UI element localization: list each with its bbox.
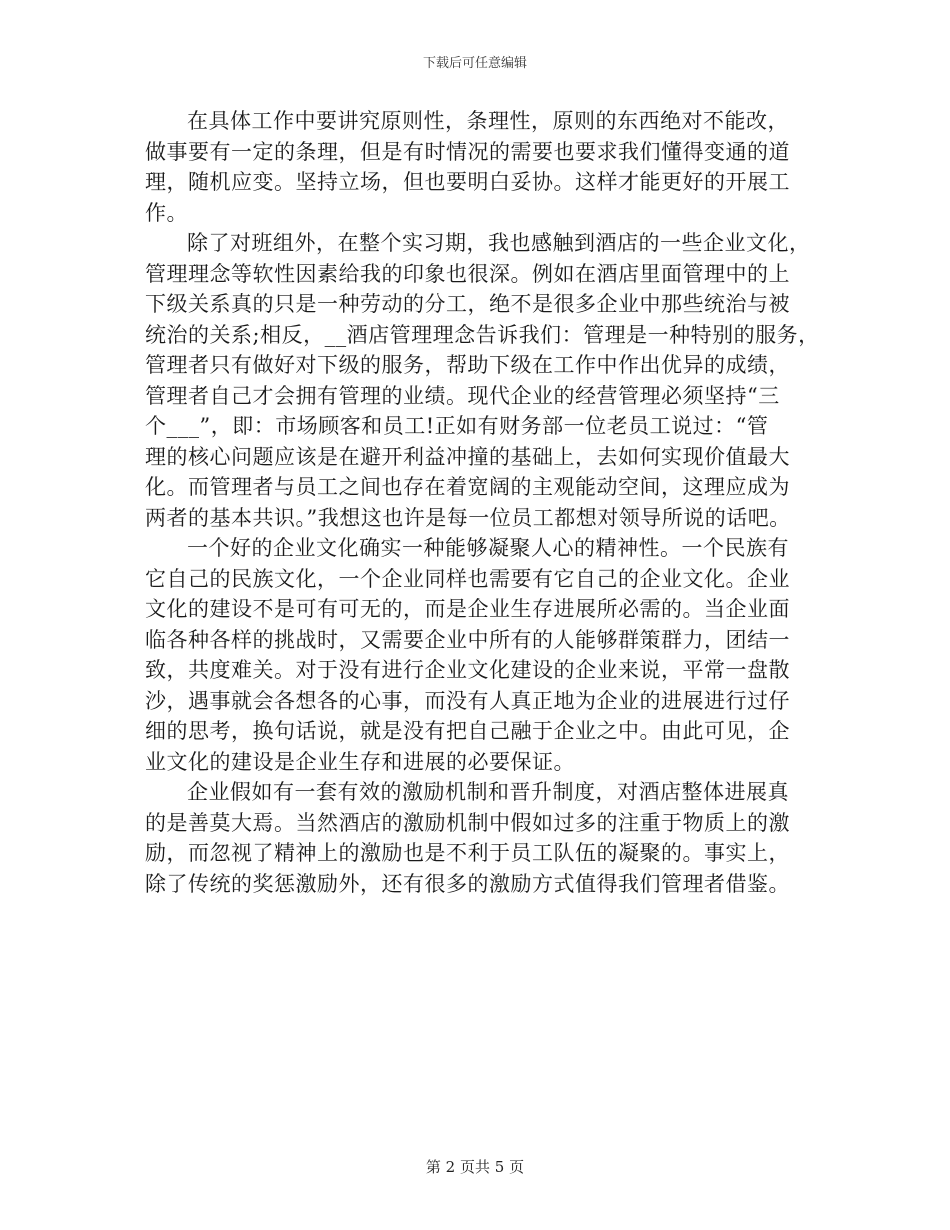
text-line: 业文化的建设是企业生存和进展的必要保证。 bbox=[145, 749, 575, 774]
text-line: 沙，遇事就会各想各的心事，而没有人真正地为企业的进展进行过仔 bbox=[145, 688, 790, 713]
text-line: 的是善莫大焉。当然酒店的激励机制中假如过多的注重于物质上的激 bbox=[145, 810, 790, 835]
page-header: 下载后可任意编辑 bbox=[422, 56, 527, 71]
text-line: 致，共度难关。对于没有进行企业文化建设的企业来说，平常一盘散 bbox=[145, 658, 790, 682]
text-line: 做事要有一定的条理，但是有时情况的需要也要求我们懂得变通的道 bbox=[145, 139, 790, 164]
text-line: 管理者自己才会拥有管理的业绩。现代企业的经营管理必须坚持“三 bbox=[145, 383, 780, 408]
text-line: 一个好的企业文化确实一种能够凝聚人心的精神性。一个民族有 bbox=[187, 536, 789, 560]
text-line: 在具体工作中要讲究原则性，条理性，原则的东西绝对不能改， bbox=[187, 109, 789, 133]
text-line: 除了传统的奖惩激励外，还有很多的激励方式值得我们管理者借鉴。 bbox=[145, 871, 790, 896]
text-line: 管理理念等软性因素给我的印象也很深。例如在酒店里面管理中的上 bbox=[145, 261, 790, 286]
text-line: 它自己的民族文化，一个企业同样也需要有它自己的企业文化。企业 bbox=[145, 566, 790, 591]
text-line: 除了对班组外，在整个实习期，我也感触到酒店的一些企业文化， bbox=[187, 231, 811, 255]
text-line: 两者的基本共识。”我想这也许是每一位员工都想对领导所说的话吧。 bbox=[145, 505, 791, 530]
text-line: 下级关系真的只是一种劳动的分工，绝不是很多企业中那些统治与被 bbox=[145, 292, 790, 316]
text-line: 管理者只有做好对下级的服务，帮助下级在工作中作出优异的成绩， bbox=[145, 353, 790, 377]
text-line: 统治的关系;相反，__酒店管理理念告诉我们：管理是一种特别的服务， bbox=[145, 322, 820, 347]
text-line: 励，而忽视了精神上的激励也是不利于员工队伍的凝聚的。事实上， bbox=[145, 841, 790, 865]
text-line: 作。 bbox=[145, 200, 188, 225]
document-body bbox=[145, 106, 820, 899]
text-line: 理，随机应变。坚持立场，但也要明白妥协。这样才能更好的开展工 bbox=[145, 170, 790, 194]
text-line: 企业假如有一套有效的激励机制和晋升制度，对酒店整体进展真 bbox=[187, 780, 789, 804]
text-line: 细的思考，换句话说，就是没有把自己融于企业之中。由此可见，企 bbox=[145, 719, 790, 743]
text-line: 临各种各样的挑战时，又需要企业中所有的人能够群策群力，团结一 bbox=[145, 627, 790, 652]
text-line: 文化的建设不是可有可无的，而是企业生存进展所必需的。当企业面 bbox=[145, 597, 790, 621]
text-line: 理的核心问题应该是在避开利益冲撞的基础上，去如何实现价值最大 bbox=[145, 444, 790, 469]
text-line: 个___”，即：市场顾客和员工!正如有财务部一位老员工说过：“管 bbox=[145, 414, 769, 438]
text-line: 化。而管理者与员工之间也存在着宽阔的主观能动空间，这理应成为 bbox=[145, 475, 790, 499]
page-footer: 第 2 页共 5 页 bbox=[425, 1158, 525, 1176]
